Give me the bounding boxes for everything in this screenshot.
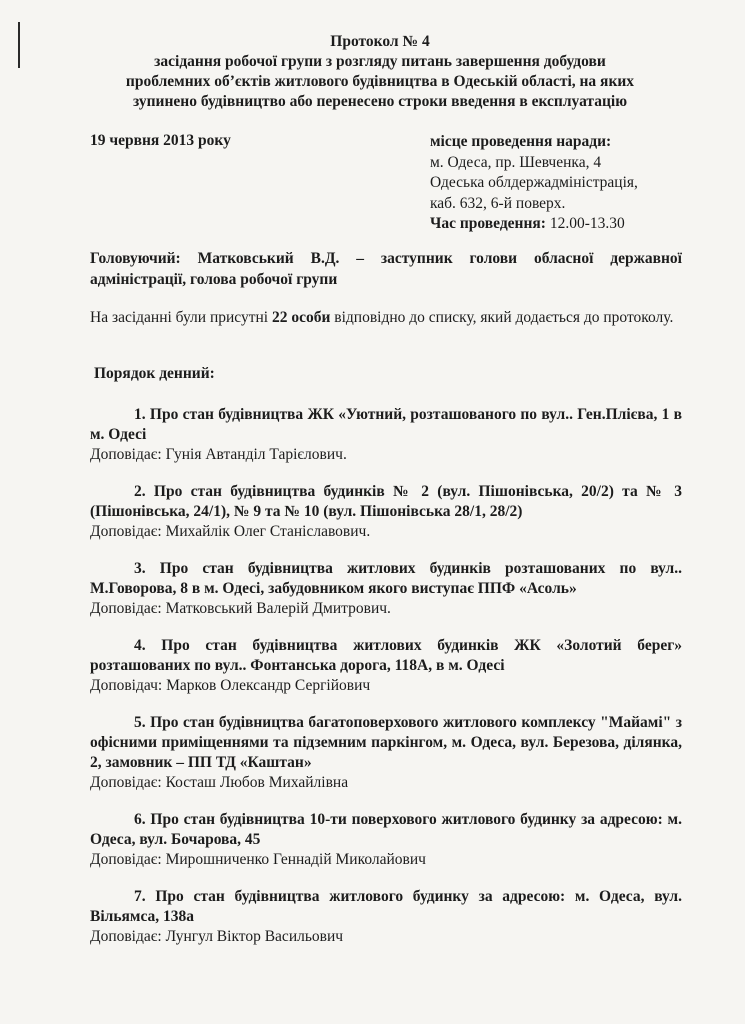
agenda-heading: Порядок денний: xyxy=(94,365,215,382)
agenda-item xyxy=(90,405,682,465)
agenda-item-title: 2. Про стан будівництва будинків № 2 (вул. Пішонівська, 20/2) та № 3 (Пішонівська, 24/1), № 9 та № 10 (вул. Пішонівська 28/1, 28/2) xyxy=(90,483,682,520)
agenda-item-reporter: Доповідає: Лунгул Віктор Васильович xyxy=(90,928,344,945)
title-line: зупинено будівництво або перенесено строки введення в експлуатацію xyxy=(132,93,628,110)
agenda-item xyxy=(90,887,682,947)
attendance-prefix: На засіданні були присутні xyxy=(90,309,272,326)
agenda-item-title: 1. Про стан будівництва ЖК «Уютний, розташованого по вул.. Ген.Плієва, 1 в м. Одесі xyxy=(90,406,682,443)
meeting-venue xyxy=(430,132,710,235)
agenda-item-title: 5. Про стан будівництва багатоповерхового житлового комплексу "Майамі" з офісними приміщеннями та підземним паркінгом, м. Одеса, вул. Березова, ділянка, 2, замовник – ПП ТД «Каштан» xyxy=(90,714,682,771)
venue-line: м. Одеса, пр. Шевченка, 4 xyxy=(430,153,602,171)
title-line: проблемних об’єктів житлового будівництва в Одеській області, на яких xyxy=(125,73,635,90)
venue-line: каб. 632, 6-й поверх. xyxy=(430,194,566,212)
meeting-time xyxy=(430,214,710,235)
venue-label: місце проведення наради: xyxy=(430,133,612,150)
agenda-item-title: 7. Про стан будівництва житлового будинку за адресою: м. Одеса, вул. Вільямса, 138а xyxy=(90,888,682,925)
meeting-date: 19 червня 2013 року xyxy=(90,132,231,149)
title-line: засідання робочої групи з розгляду питань завершення добудови xyxy=(154,53,606,70)
attendance-count: 22 особи xyxy=(271,309,331,326)
agenda-item-reporter: Доповідає: Матковський Валерій Дмитрович. xyxy=(90,600,391,617)
title-line: Протокол № 4 xyxy=(330,33,430,50)
margin-pen-mark xyxy=(18,22,20,68)
agenda-item-reporter: Доповідає: Косташ Любов Михайлівна xyxy=(90,774,349,791)
attendance-suffix: відповідно до списку, який додається до протоколу. xyxy=(330,309,674,326)
agenda-item-title: 6. Про стан будівництва 10-ти поверхового житлового будинку за адресою: м. Одеса, вул. Бочарова, 45 xyxy=(90,811,682,848)
agenda-item xyxy=(90,559,682,619)
venue-line: Одеська облдержадміністрація, xyxy=(430,174,638,191)
agenda-item-title: 4. Про стан будівництва житлових будинків ЖК «Золотий берег» розташованих по вул.. Фонтанська дорога, 118А, в м. Одесі xyxy=(90,637,682,674)
time-value: 12.00-13.30 xyxy=(545,215,625,232)
agenda-item xyxy=(90,713,682,793)
agenda-item-reporter: Доповідає: Михайлік Олег Станіславович. xyxy=(90,523,371,540)
agenda-item xyxy=(90,810,682,870)
agenda-item-reporter: Доповідає: Мирошниченко Геннадій Миколайович xyxy=(90,851,426,868)
time-label: Час проведення: xyxy=(430,215,546,232)
agenda-item-reporter: Доповідає: Гунія Автанділ Тарієлович. xyxy=(90,446,347,463)
agenda-item-reporter: Доповідач: Марков Олександр Сергійович xyxy=(90,677,371,694)
agenda-item xyxy=(90,482,682,542)
document-title xyxy=(60,32,700,112)
agenda-item xyxy=(90,636,682,696)
chairperson: Головуючий: Матковський В.Д. – заступник голови обласної державної адміністрації, голова робочої групи xyxy=(90,250,682,288)
attendance xyxy=(90,307,682,328)
agenda-item-title: 3. Про стан будівництва житлових будинків розташованих по вул.. М.Говорова, 8 в м. Одесі, забудовником якого виступає ППФ «Асоль» xyxy=(90,560,682,597)
